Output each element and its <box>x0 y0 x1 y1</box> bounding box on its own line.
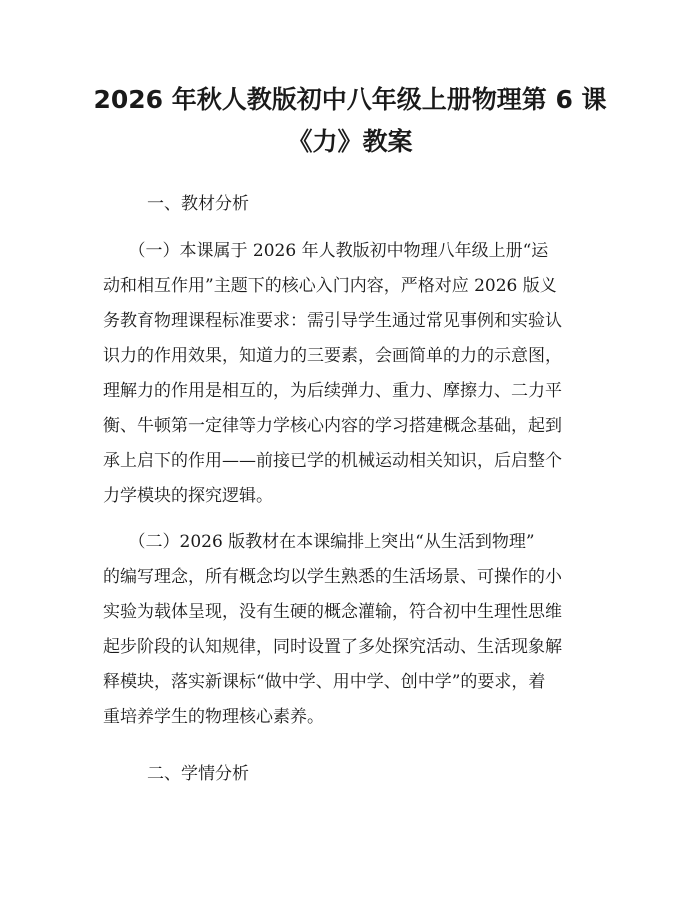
paragraph-line: 释模块，落实新课标“做中学、用中学、创中学”的要求，着 <box>103 672 546 692</box>
paragraph-line: 力学模块的探究逻辑。 <box>103 486 273 506</box>
paragraph-line: 理解力的作用是相互的，为后续弹力、重力、摩擦力、二力平 <box>103 381 562 401</box>
paragraph-line: 起步阶段的认知规律，同时设置了多处探究活动、生活现象解 <box>103 637 562 657</box>
document-title-line-2: 《力》教案 <box>287 127 413 156</box>
paragraph-line: （二）2026 版教材在本课编排上突出“从生活到物理” <box>103 532 535 552</box>
section-heading-textbook-analysis: 一、教材分析 <box>147 194 249 214</box>
document-title-line-1: 2026 年秋人教版初中八年级上册物理第 6 课 <box>93 85 607 114</box>
paragraph-line: 重培养学生的物理核心素养。 <box>103 707 324 727</box>
paragraph-line: 衡、牛顿第一定律等力学核心内容的学习搭建概念基础，起到 <box>103 416 562 436</box>
paragraph-line: 务教育物理课程标准要求：需引导学生通过常见事例和实验认 <box>103 311 562 331</box>
paragraph-line: 的编写理念，所有概念均以学生熟悉的生活场景、可操作的小 <box>103 567 562 587</box>
paragraph-line: 承上启下的作用——前接已学的机械运动相关知识，后启整个 <box>103 451 562 471</box>
paragraph-line: 实验为载体呈现，没有生硬的概念灌输，符合初中生理性思维 <box>103 602 562 622</box>
paragraph-line: 动和相互作用”主题下的核心入门内容，严格对应 2026 版义 <box>103 276 557 296</box>
section-heading-learner-analysis: 二、学情分析 <box>147 764 249 784</box>
paragraph-line: （一）本课属于 2026 年人教版初中物理八年级上册“运 <box>103 241 549 261</box>
paragraph-line: 识力的作用效果，知道力的三要素，会画简单的力的示意图， <box>103 346 562 366</box>
paragraph-textbook-analysis-1 <box>103 234 603 514</box>
paragraph-textbook-analysis-2 <box>103 525 603 735</box>
